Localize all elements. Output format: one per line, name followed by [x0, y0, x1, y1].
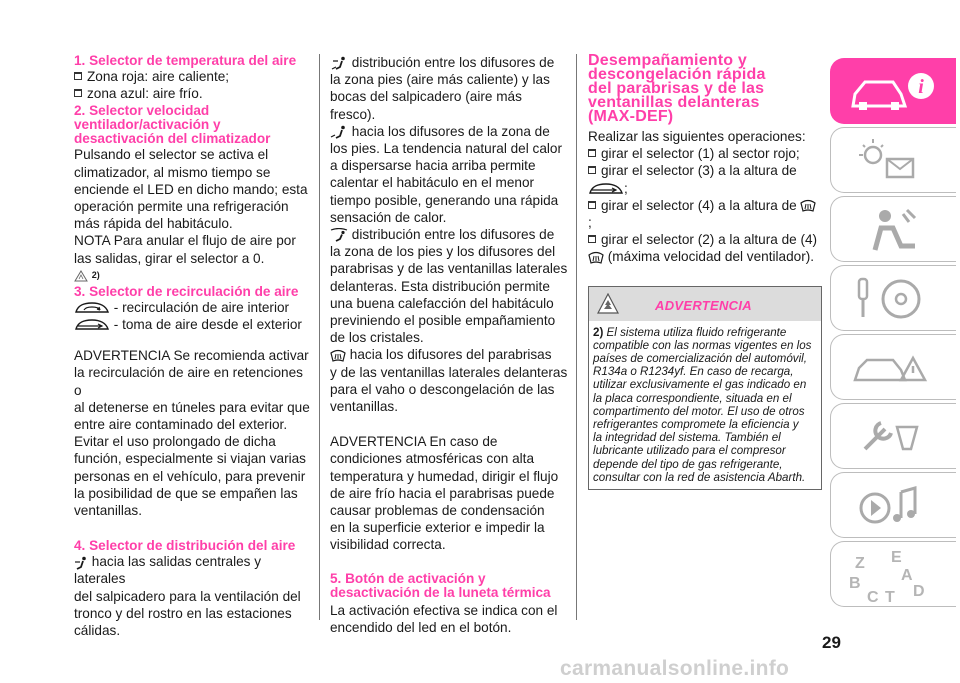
recirculation-car-icon	[74, 301, 110, 315]
index-letter: T	[885, 589, 895, 606]
warning-title: ADVERTENCIA	[655, 297, 752, 313]
key-steering-icon	[845, 271, 935, 327]
bullet-square-icon	[588, 235, 596, 243]
paragraph-recirculation-warning: ADVERTENCIA Se recomienda activar la recirculación de aire en retenciones o al detenerse en túneles para evitar que entre aire contaminado del exterior. Evitar el uso prolongado de dicha función, especialmente si viajan varias personas en el vehículo, para prevenir la posibilidad de que se empañen las ventanillas.	[74, 348, 310, 519]
index-letter: D	[913, 583, 925, 600]
index-icon	[841, 544, 937, 606]
tab-index[interactable]	[830, 541, 956, 607]
heading-temperature-selector: 1. Selector de temperatura del aire	[74, 53, 297, 68]
bullet-red-zone: Zona roja: aire caliente;	[74, 68, 314, 85]
tab-knowing-your-car[interactable]	[830, 58, 956, 124]
recirculation-inside: - recirculación de aire interior	[74, 299, 314, 316]
note-reference: 2)	[74, 267, 314, 285]
watermark: carmanualsonline.info	[560, 657, 790, 680]
paragraph-windshield: hacia los difusores del parabrisas y de las ventanillas laterales delanteras para el vaho o descongelación de las ventanillas.	[330, 347, 568, 415]
maintenance-icon	[845, 409, 935, 465]
airflow-face-feet-icon	[330, 56, 348, 70]
warning-box	[588, 286, 822, 490]
warning-header	[589, 287, 821, 321]
step-2: girar el selector (3) a la altura de ;	[588, 162, 820, 196]
index-letter: Z	[855, 555, 865, 572]
paragraph-intro: Realizar las siguientes operaciones:	[588, 129, 806, 144]
page-number: 29	[822, 633, 841, 652]
paragraph-feet-windshield: distribución entre los difusores de la zona de los pies y los difusores del parabrisas y de las ventanillas laterales delanteras. Esta distribución permite una buena calefacción del habitáculo previniendo el posible empañamiento de los cristales.	[330, 227, 568, 346]
column-1	[74, 54, 314, 639]
tab-multimedia[interactable]	[830, 472, 956, 538]
paragraph-humidity-warning: ADVERTENCIA En caso de condiciones atmosféricas con alta temperatura y humedad, dirigir el flujo de aire frío hacia el parabrisas puede causar problemas de condensación en la superficie exterior e impedir la visibilidad correcta.	[330, 434, 559, 553]
tab-maintenance[interactable]	[830, 403, 956, 469]
bullet-blue-zone: zona azul: aire frío.	[74, 85, 314, 102]
paragraph-fan-speed: Pulsando el selector se activa el climatizador, al mismo tiempo se enciende el LED en dicho mando; esta operación permite una refrigeración más rápida del habitáculo. NOTA Para anular el flujo de aire por las salidas, girar el selector a 0.	[74, 147, 308, 266]
bullet-square-icon	[74, 72, 82, 80]
warning-text: 2) El sistema utiliza fluido refrigerante compatible con las normas vigentes en los países de comercialización del automóvil, R134a o R1234yf. En caso de recarga, utilizar exclusivamente el gas indicado en la placa correspondiente, situada en el compartimento del motor. El uso de otros refrigerantes compromete la eficiencia y la integridad del sistema. También el lubricante utilizado para el compresor depende del tipo de gas refrigerante, consultar con la red de asistencia Abarth.	[593, 325, 812, 484]
heading-recirculation: 3. Selector de recirculación de aire	[74, 283, 299, 299]
car-info-icon	[841, 62, 941, 122]
column-3	[588, 54, 820, 490]
column-rule	[576, 54, 577, 620]
section-title-max-def: Desempañamiento y descongelación rápida del parabrisas y de las ventanillas delanteras (MAX-DEF)	[588, 52, 766, 125]
paragraph-rear-defrost: La activación efectiva se indica con el encendido del led en el botón.	[330, 602, 558, 635]
airflow-face-icon	[74, 556, 88, 570]
tab-emergency[interactable]	[830, 334, 956, 400]
windshield-defrost-icon	[588, 251, 604, 265]
airflow-feet-windshield-icon	[330, 228, 348, 242]
index-letter: B	[849, 575, 861, 592]
outside-air-car-icon	[74, 318, 110, 332]
environment-warning-icon	[597, 293, 619, 315]
index-letter: C	[867, 589, 879, 606]
bullet-square-icon	[588, 201, 596, 209]
recirculation-outside: - toma de aire desde el exterior	[74, 316, 314, 333]
step-4: girar el selector (2) a la altura de (4) (máxima velocidad del ventilador).	[588, 231, 820, 265]
paragraph-feet: hacia los difusores de la zona de los pies. La tendencia natural del calor a dispersarse hacia arriba permite calentar el habitáculo en el menor tiempo posible, generando una rápida sensación de calor.	[330, 123, 562, 225]
index-letter: A	[901, 567, 913, 584]
paragraph-bilevel: distribución entre los difusores de la zona pies (aire más caliente) y las bocas del salpicadero (aire más fresco).	[330, 55, 555, 122]
heading-fan-speed: 2. Selector velocidad ventilador/activación y desactivación del climatizador	[74, 103, 271, 147]
index-letter: E	[891, 549, 902, 566]
step-1: girar el selector (1) al sector rojo;	[588, 145, 820, 162]
breakdown-car-icon	[845, 340, 935, 396]
warning-lights-icon	[845, 133, 935, 189]
airbag-seat-icon	[845, 202, 935, 258]
windshield-defrost-icon	[800, 199, 816, 213]
airflow-feet-icon	[330, 125, 348, 139]
column-2	[330, 54, 568, 636]
windshield-defrost-icon	[330, 349, 346, 363]
tab-dashboard[interactable]	[830, 127, 956, 193]
column-rule	[319, 54, 320, 620]
bullet-square-icon	[588, 166, 596, 174]
media-icon	[845, 478, 935, 534]
paragraph-air-distribution: hacia las salidas centrales y laterales del salpicadero para la ventilación del tronco y del rostro en las estaciones cálidas.	[74, 554, 301, 639]
tab-starting-driving[interactable]	[830, 265, 956, 331]
bullet-square-icon	[588, 149, 596, 157]
heading-air-distribution: 4. Selector de distribución del aire	[74, 538, 296, 554]
heading-rear-defrost: 5. Botón de activación y desactivación de la luneta térmica	[330, 570, 551, 600]
warning-triangle-icon	[74, 270, 88, 282]
step-3: girar el selector (4) a la altura de ;	[588, 197, 820, 231]
bullet-square-icon	[74, 89, 82, 97]
tab-safety[interactable]	[830, 196, 956, 262]
outside-air-car-icon	[588, 182, 624, 196]
svg-text:i: i	[918, 76, 924, 98]
